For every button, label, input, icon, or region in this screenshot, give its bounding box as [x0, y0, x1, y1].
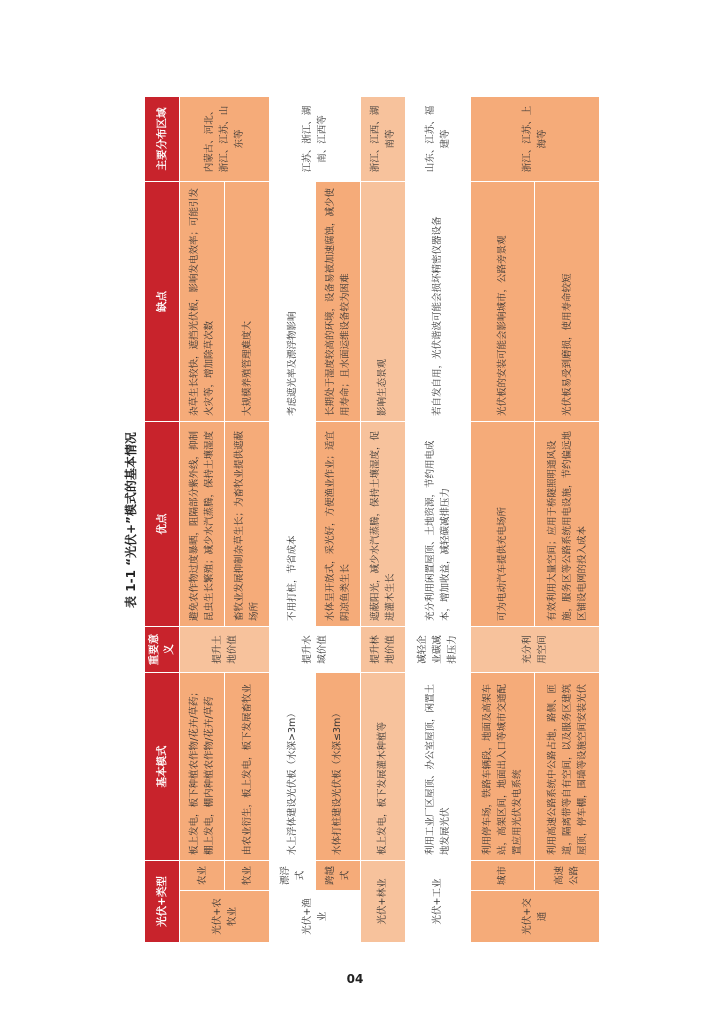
table-row-spanning: [315, 97, 360, 943]
rotated-frame: [120, 97, 600, 943]
cons-agriculture: 杂草生长较快，遮挡光伏板，影响发电效率；可能引发火灾等，增加除草次数: [180, 182, 225, 422]
cons-city: 光伏板的安装可能会影响城市，公路旁景观: [470, 182, 535, 422]
mode-spanning: 水体打桩建设光伏板（水深≤3m）: [315, 673, 360, 861]
significance-transport: 充分利用空间: [470, 627, 599, 673]
cons-floating: 考虑遮光率及漂浮物影响: [270, 182, 315, 422]
mode-industry: 利用工业厂区屋顶、办公室屋顶，闲置土地发展光伏: [406, 673, 471, 861]
cons-herding: 大规模养殖管理难度大: [225, 182, 270, 422]
mode-forestry: 板上发电，板下发展灌木种植等: [360, 673, 405, 861]
subtype-herding: 牧业: [225, 861, 270, 891]
region-transport: 浙江、江苏、上海等: [470, 97, 599, 182]
table-row-forestry: [360, 97, 405, 943]
page-number: 04: [346, 972, 364, 986]
cons-spanning: 长期处于湿度较高的环境，设备易被加速腐蚀，减少使用寿命；且水面运维设备较为困难: [315, 182, 360, 422]
pros-industry: 充分利用闲置屋顶、土地资源，节约用电成本，增加收益，减轻碳减排压力: [406, 422, 471, 627]
pros-floating: 不用打桩，节省成本: [270, 422, 315, 627]
table-row-industry: [406, 97, 471, 943]
pros-spanning: 水体呈开放式，采光好，方便渔业作业；适宜阴凉鱼类生长: [315, 422, 360, 627]
cons-industry: 若自发自用，光伏谐波可能会损坏精密仪器设备: [406, 182, 471, 422]
table-caption: 表 1-1 “光伏+”模式的基本情况: [124, 432, 138, 608]
header-type: 光伏+类型: [145, 861, 180, 943]
mode-agriculture: 板上发电，板下种植农作物/花卉/草药；棚上发电，棚内种植农作物/花卉/草药: [180, 673, 225, 861]
pros-herding: 畜牧业发展抑制杂草生长；为畜牧业提供遮蔽场所: [225, 422, 270, 627]
region-industry: 山东、江苏、福建等: [406, 97, 471, 182]
pros-highway: 有效利用大量空间；应用于桥隧照明通风设施，服务区等公路系统用电设施，节约偏远地区铺设电网的投入成本: [535, 422, 600, 627]
header-pros: 优点: [145, 422, 180, 627]
table-row-herding: [225, 97, 270, 943]
table-row-agriculture: [180, 97, 225, 943]
table-header-row: [145, 97, 180, 943]
subtype-spanning: 跨越式: [315, 861, 360, 891]
subtype-highway: 高速公路: [535, 861, 600, 891]
pros-city: 可为电动汽车提供充电场所: [470, 422, 535, 627]
type-group-fishery: 光伏+渔业: [270, 891, 360, 943]
table-row-highway: [535, 97, 600, 943]
significance-agri: 提升土地价值: [180, 627, 270, 673]
mode-city: 利用停车场，铁路车辆段，地面及高架车站，高架区间，地面出入口等城市交通配置应用光伏发电系统: [470, 673, 535, 861]
table-row-city: [470, 97, 535, 943]
type-group-agri: 光伏+农牧业: [180, 891, 270, 943]
subtype-floating: 漂浮式: [270, 861, 315, 891]
pros-agriculture: 避免农作物过度暴晒，阻隔部分紫外线，抑制昆虫生长繁殖；减少水汽蒸腾，保持土壤湿度: [180, 422, 225, 627]
significance-industry: 减轻企业碳减排压力: [406, 627, 471, 673]
rotated-page-content: [120, 97, 600, 943]
pv-mode-table: [144, 96, 600, 943]
pros-forestry: 遮蔽阳光，减少水汽蒸腾，保持土壤湿度，促进灌木生长: [360, 422, 405, 627]
header-mode: 基本模式: [145, 673, 180, 861]
significance-forestry: 提升林地价值: [360, 627, 405, 673]
type-group-forestry: 光伏+林业: [360, 861, 405, 943]
mode-floating: 水上浮体建设光伏板（水深>3m）: [270, 673, 315, 861]
mode-herding: 由农业衍生，板上发电，板下发展畜牧业: [225, 673, 270, 861]
cons-highway: 光伏板易受到磨损，使用寿命较短: [535, 182, 600, 422]
region-fishery: 江苏、浙江、湖南、江西等: [270, 97, 360, 182]
subtype-city: 城市: [470, 861, 535, 891]
region-agri: 内蒙古、河北、浙江、江苏、山东等: [180, 97, 270, 182]
subtype-agriculture: 农业: [180, 861, 225, 891]
table-row-floating: [270, 97, 315, 943]
header-region: 主要分布区域: [145, 97, 180, 182]
type-group-industry: 光伏+工业: [406, 861, 471, 943]
type-group-transport: 光伏+交通: [470, 891, 599, 943]
region-forestry: 浙江、江西、湖南等: [360, 97, 405, 182]
header-significance: 重要意义: [145, 627, 180, 673]
header-cons: 缺点: [145, 182, 180, 422]
mode-highway: 利用高速公路系统中公路占地，路侧、匝道，隔离带等自有空间，以及服务区建筑屋顶，停车棚，围墙等设施空间安装光伏: [535, 673, 600, 861]
significance-fishery: 提升水域价值: [270, 627, 360, 673]
cons-forestry: 影响生态景观: [360, 182, 405, 422]
